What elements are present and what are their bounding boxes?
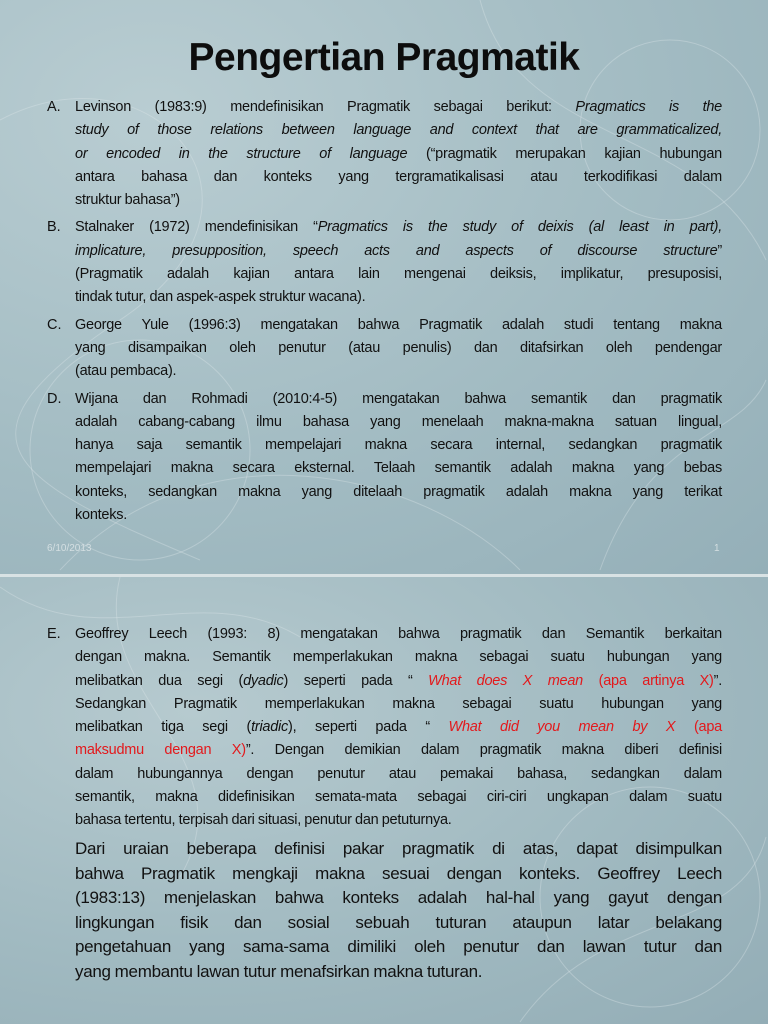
list-marker: B.: [47, 219, 61, 236]
highlighted-text: What does X mean: [428, 672, 583, 689]
text-segment: ”: [717, 242, 722, 259]
list-item: [0, 388, 768, 528]
text-segment: semantik, makna didefinisikan semata-mata sebagai ciri-ciri ungkapan dalam suatu: [75, 789, 722, 806]
text-segment: ”. Dengan demikian dalam pragmatik makna diberi definisi: [245, 742, 723, 759]
list-marker: C.: [47, 316, 62, 333]
text-line: [75, 809, 722, 832]
text-segment: Levinson (1983:9) mendefinisikan Pragmatik sebagai berikut:: [75, 99, 576, 115]
text-line: [75, 119, 722, 142]
text-segment: yang disampaikan oleh penutur (atau penulis) dan ditafsirkan oleh pendengar: [75, 339, 722, 356]
text-line: [75, 670, 722, 693]
text-line: [75, 434, 722, 457]
text-line: [75, 314, 722, 337]
text-segment: adalah cabang-cabang ilmu bahasa yang menelaah makna-makna satuan lingual,: [75, 413, 722, 430]
italic-text: triadic: [251, 719, 289, 736]
definition-list: [0, 96, 768, 531]
text-line: [75, 716, 722, 739]
text-line: [75, 837, 722, 862]
text-segment: melibatkan tiga segi (: [75, 719, 252, 736]
text-segment: tindak tutur, dan aspek-aspek struktur wacana).: [75, 289, 366, 306]
text-segment: ), seperti pada “: [288, 719, 449, 736]
italic-text: Pragmatics is the: [575, 99, 722, 115]
text-segment: bahwa Pragmatik mengkaji makna sesuai dengan konteks. Geoffrey Leech: [75, 863, 722, 883]
text-line: [75, 481, 722, 504]
text-line: [75, 240, 722, 263]
text-line: [75, 935, 722, 960]
text-segment: struktur bahasa”): [75, 192, 180, 209]
text-segment: bahasa tertentu, terpisah dari situasi, penutur dan petuturnya.: [75, 812, 452, 829]
list-marker: D.: [47, 390, 62, 407]
text-line: [75, 411, 722, 434]
text-line: [75, 763, 722, 786]
text-line: [75, 388, 722, 411]
list-marker: A.: [47, 99, 61, 115]
slide-2: [0, 577, 768, 1024]
text-segment: yang membantu lawan tutur menafsirkan makna tuturan.: [75, 961, 483, 981]
text-segment: antara bahasa dan konteks yang tergramatikalisasi atau terkodifikasi dalam: [75, 168, 722, 185]
italic-text: dyadic: [243, 672, 284, 689]
text-line: [75, 504, 722, 527]
text-segment: ”.: [713, 672, 722, 689]
text-segment: Dari uraian beberapa definisi pakar pragmatik di atas, dapat disimpulkan: [75, 839, 722, 858]
text-line: [75, 337, 722, 360]
text-segment: George Yule (1996:3) mengatakan bahwa Pragmatik adalah studi tentang makna: [75, 316, 722, 333]
text-segment: (1983:13) menjelaskan bahwa konteks adalah hal-hal yang gayut dengan: [75, 888, 722, 908]
text-segment: lingkungan fisik dan sosial sebuah tuturan ataupun latar belakang: [75, 912, 722, 932]
text-line: [75, 886, 722, 911]
italic-text: or encoded in the structure of language: [75, 145, 408, 162]
text-line: [75, 786, 722, 809]
text-line: [75, 693, 722, 716]
definition-list: [0, 623, 768, 837]
page-title: Pengertian Pragmatik: [188, 36, 580, 79]
text-segment: ) seperti pada “: [283, 672, 429, 689]
text-line: [75, 166, 722, 189]
text-line: [75, 216, 722, 239]
list-item: [0, 96, 768, 212]
text-segment: Geoffrey Leech (1993: 8) mengatakan bahwa pragmatik dan Semantik berkaitan: [75, 626, 722, 642]
text-segment: Stalnaker (1972) mendefinisikan “: [75, 219, 318, 236]
italic-text: study of those relations between language and context that are grammaticalized,: [75, 122, 722, 139]
text-segment: konteks.: [75, 507, 127, 524]
list-marker: E.: [47, 626, 61, 642]
highlighted-text: (apa: [675, 719, 722, 736]
highlighted-text: What did you mean by X: [448, 719, 676, 736]
text-segment: (Pragmatik adalah kajian antara lain mengenai deiksis, implikatur, presuposisi,: [75, 266, 722, 283]
text-segment: hanya saja semantik mempelajari makna secara internal, sedangkan pragmatik: [75, 437, 722, 454]
text-line: [75, 646, 722, 669]
text-segment: melibatkan dua segi (: [75, 672, 244, 689]
text-line: [75, 189, 722, 212]
text-segment: mempelajari makna secara eksternal. Telaah semantik adalah makna yang bebas: [75, 460, 722, 477]
list-item: [0, 314, 768, 384]
conclusion-paragraph: [0, 837, 768, 985]
highlighted-text: (apa artinya X): [583, 672, 714, 689]
text-line: [75, 263, 722, 286]
list-item: [0, 623, 768, 833]
text-line: [75, 457, 722, 480]
text-line: [75, 623, 722, 646]
text-line: [75, 360, 722, 383]
text-segment: (“pragmatik merupakan kajian hubungan: [407, 145, 722, 162]
text-segment: dengan makna. Semantik memperlakukan makna sebagai suatu hubungan yang: [75, 649, 722, 666]
text-segment: Wijana dan Rohmadi (2010:4-5) mengatakan bahwa semantik dan pragmatik: [75, 390, 722, 407]
italic-text: implicature, presupposition, speech acts and aspects of discourse structure: [75, 242, 718, 259]
list-item: [0, 216, 768, 309]
highlighted-text: maksudmu dengan X): [75, 742, 246, 759]
text-segment: (atau pembaca).: [75, 363, 177, 380]
text-line: [75, 96, 722, 119]
slide-number: 1: [714, 543, 720, 554]
text-segment: konteks, sedangkan makna yang ditelaah pragmatik adalah makna yang terikat: [75, 483, 722, 500]
text-segment: dalam hubungannya dengan penutur atau pemakai bahasa, sedangkan dalam: [75, 765, 722, 782]
text-line: [75, 960, 722, 985]
text-line: [75, 286, 722, 309]
text-line: [75, 862, 722, 887]
text-line: [75, 911, 722, 936]
text-segment: pengetahuan yang sama-sama dimiliki oleh penutur dan lawan tutur dan: [75, 937, 722, 957]
text-line: [75, 143, 722, 166]
text-line: [75, 739, 722, 762]
italic-text: Pragmatics is the study of deixis (al least in part),: [317, 219, 722, 236]
footer-date: 6/10/2013: [47, 543, 92, 554]
text-segment: Sedangkan Pragmatik memperlakukan makna sebagai suatu hubungan yang: [75, 695, 722, 712]
